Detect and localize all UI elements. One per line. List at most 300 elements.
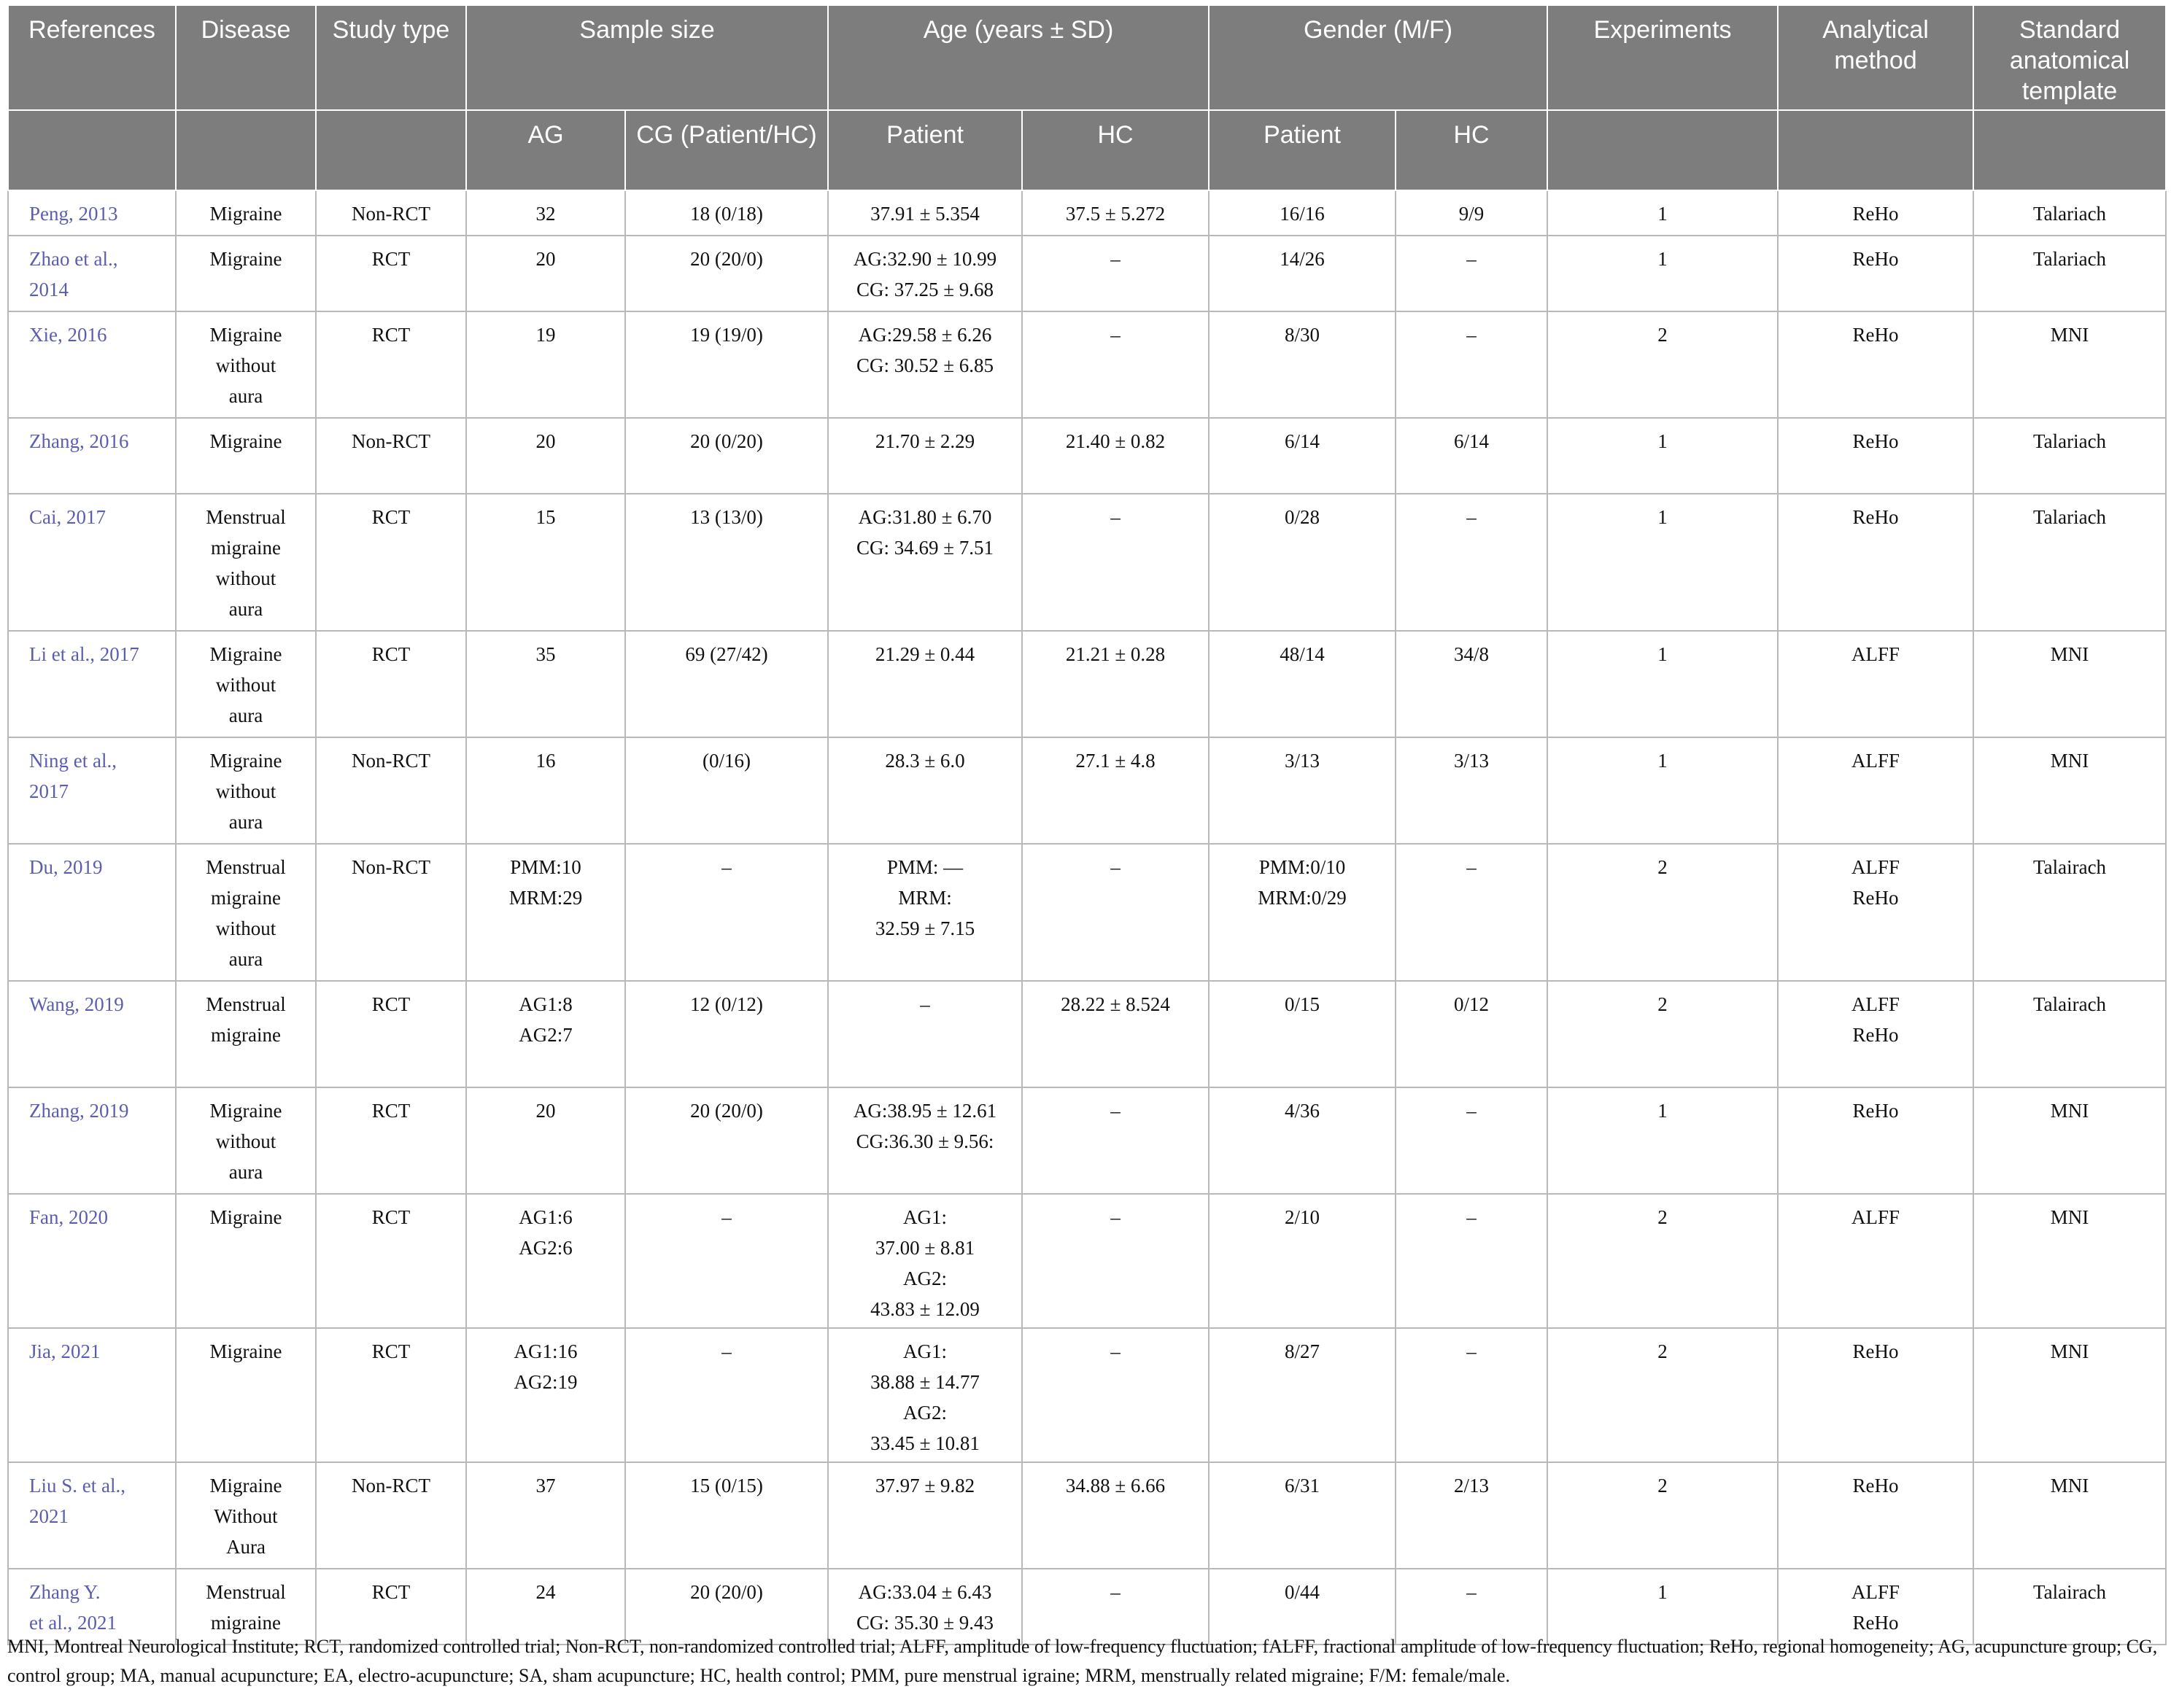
reference-line: Wang, 2019 xyxy=(29,993,124,1015)
disease-cell-line: Migraine xyxy=(209,750,282,772)
gender-patient-cell-line: 14/26 xyxy=(1280,248,1325,270)
table-row xyxy=(8,737,2166,844)
method-cell xyxy=(1778,494,1973,631)
gender-patient-cell xyxy=(1209,311,1396,418)
reference-link[interactable] xyxy=(29,426,169,457)
sample-ag-cell xyxy=(466,631,625,737)
age-hc-cell: 37.5 ± 5.272 xyxy=(1022,190,1209,236)
sample-ag-cell xyxy=(466,311,625,418)
disease-cell-line: Menstrual xyxy=(206,993,286,1015)
gender-patient-cell xyxy=(1209,190,1396,236)
age-patient-cell-line: 21.29 ± 0.44 xyxy=(875,643,975,665)
sample-cg-cell: 12 (0/12) xyxy=(625,981,828,1087)
experiments-cell: 2 xyxy=(1547,981,1778,1087)
gender-patient-cell xyxy=(1209,494,1396,631)
age-hc-cell: – xyxy=(1022,1194,1209,1328)
experiments-cell: 2 xyxy=(1547,311,1778,418)
disease-cell xyxy=(176,737,316,844)
reference-line: 2017 xyxy=(29,780,69,802)
method-cell-line: ReHo xyxy=(1852,506,1899,528)
reference-cell xyxy=(8,844,176,981)
disease-cell xyxy=(176,1087,316,1194)
sample-cg-cell: 13 (13/0) xyxy=(625,494,828,631)
template-cell: MNI xyxy=(1973,1087,2166,1194)
age-hc-cell: – xyxy=(1022,844,1209,981)
table-row xyxy=(8,494,2166,631)
disease-cell-line: Migraine xyxy=(209,324,282,346)
disease-cell-line: aura xyxy=(228,704,263,726)
gender-patient-cell xyxy=(1209,1328,1396,1462)
sample-ag-cell-line: PMM:10 xyxy=(510,856,581,878)
sample-cg-cell: – xyxy=(625,844,828,981)
reference-cell xyxy=(8,981,176,1087)
studies-table xyxy=(7,4,2167,1645)
reference-link[interactable] xyxy=(29,1095,169,1126)
disease-cell-line: aura xyxy=(228,385,263,407)
age-patient-cell xyxy=(828,311,1022,418)
gender-hc-cell: – xyxy=(1396,1328,1547,1462)
method-cell xyxy=(1778,1462,1973,1569)
reference-line: Zhao et al., xyxy=(29,248,118,270)
table-row xyxy=(8,631,2166,737)
age-hc-cell: 21.40 ± 0.82 xyxy=(1022,418,1209,494)
gender-patient-cell-line: 8/30 xyxy=(1285,324,1320,346)
disease-cell-line: aura xyxy=(228,598,263,620)
disease-cell-line: migraine xyxy=(211,887,281,909)
method-cell xyxy=(1778,190,1973,236)
gender-hc-cell: – xyxy=(1396,311,1547,418)
method-cell xyxy=(1778,1087,1973,1194)
method-cell xyxy=(1778,311,1973,418)
age-patient-cell xyxy=(828,236,1022,311)
reference-link[interactable] xyxy=(29,745,169,807)
age-patient-cell-line: AG2: xyxy=(903,1268,948,1289)
template-cell: Talairach xyxy=(1973,981,2166,1087)
age-patient-cell xyxy=(828,418,1022,494)
age-patient-cell-line: AG:32.90 ± 10.99 xyxy=(853,248,997,270)
experiments-cell: 2 xyxy=(1547,1328,1778,1462)
sample-ag-cell-line: 16 xyxy=(535,750,556,772)
disease-cell xyxy=(176,494,316,631)
age-patient-cell-line: 32.59 ± 7.15 xyxy=(875,917,975,939)
reference-line: Jia, 2021 xyxy=(29,1340,101,1362)
method-cell-line: ALFF xyxy=(1851,856,1900,878)
header-sample-size: Sample size xyxy=(466,5,828,110)
table-footnote: MNI, Montreal Neurological Institute; RCT, randomized controlled trial; Non-RCT, non-randomized controlled trial; ALFF, amplitude of low-frequency fluctuation; fALFF, fractional amplitude of low-frequency fluctuation; ReHo, regional homogeneity; AG, acupuncture group; CG, control group; MA, manual acupuncture; EA, electro-acupuncture; SA, sham acupuncture; HC, health control; PMM, pure menstrual igraine; MRM, menstrually related migraine; F/M: female/male. xyxy=(7,1636,2158,1686)
reference-line: Zhang Y. xyxy=(29,1581,101,1603)
sample-ag-cell xyxy=(466,1194,625,1328)
disease-cell xyxy=(176,631,316,737)
gender-patient-cell-line: 48/14 xyxy=(1280,643,1325,665)
sample-ag-cell-line: AG2:19 xyxy=(514,1371,578,1393)
reference-line: Liu S. et al., xyxy=(29,1475,125,1497)
sample-ag-cell-line: 37 xyxy=(535,1475,556,1497)
disease-cell-line: aura xyxy=(228,1161,263,1183)
experiments-cell: 2 xyxy=(1547,1194,1778,1328)
sample-ag-cell-line: AG2:6 xyxy=(519,1237,573,1259)
age-patient-cell-line: 37.00 ± 8.81 xyxy=(875,1237,975,1259)
sample-ag-cell-line: 24 xyxy=(535,1581,556,1603)
template-cell: Talariach xyxy=(1973,190,2166,236)
age-patient-cell xyxy=(828,1194,1022,1328)
age-patient-cell-line: 28.3 ± 6.0 xyxy=(885,750,965,772)
reference-cell xyxy=(8,494,176,631)
gender-patient-cell-line: 0/28 xyxy=(1285,506,1320,528)
reference-line: Du, 2019 xyxy=(29,856,103,878)
age-patient-cell-line: AG:38.95 ± 12.61 xyxy=(853,1100,997,1122)
disease-cell-line: Menstrual xyxy=(206,856,286,878)
table-row xyxy=(8,1462,2166,1569)
disease-cell-line: without xyxy=(215,780,276,802)
reference-line: et al., 2021 xyxy=(29,1612,117,1634)
method-cell-line: ReHo xyxy=(1852,1475,1899,1497)
template-cell: MNI xyxy=(1973,311,2166,418)
sample-ag-cell xyxy=(466,236,625,311)
header-disease: Disease xyxy=(176,5,316,110)
method-cell-line: ReHo xyxy=(1852,248,1899,270)
sample-ag-cell-line: 20 xyxy=(535,430,556,452)
header-empty xyxy=(1973,110,2166,190)
gender-hc-cell: – xyxy=(1396,844,1547,981)
template-cell: MNI xyxy=(1973,1462,2166,1569)
method-cell-line: ReHo xyxy=(1852,1340,1899,1362)
age-patient-cell-line: MRM: xyxy=(898,887,952,909)
study-type-cell: RCT xyxy=(316,1328,466,1462)
header-cg: CG (Patient/HC) xyxy=(625,110,828,190)
method-cell-line: ALFF xyxy=(1851,993,1900,1015)
method-cell-line: ReHo xyxy=(1852,1024,1899,1046)
age-patient-cell-line: AG2: xyxy=(903,1402,948,1424)
header-empty xyxy=(1778,110,1973,190)
gender-patient-cell xyxy=(1209,844,1396,981)
reference-cell xyxy=(8,1462,176,1569)
reference-cell xyxy=(8,1194,176,1328)
method-cell-line: ReHo xyxy=(1852,203,1899,225)
reference-link[interactable] xyxy=(29,1470,169,1532)
header-references: References xyxy=(8,5,176,110)
header-study-type: Study type xyxy=(316,5,466,110)
header-template: Standard anatomical template xyxy=(1973,5,2166,110)
experiments-cell: 1 xyxy=(1547,1569,1778,1645)
disease-cell xyxy=(176,311,316,418)
gender-patient-cell-line: PMM:0/10 xyxy=(1258,856,1346,878)
method-cell-line: ReHo xyxy=(1852,1100,1899,1122)
gender-patient-cell-line: 3/13 xyxy=(1285,750,1320,772)
disease-cell-line: aura xyxy=(228,811,263,833)
age-patient-cell-line: CG: 30.52 ± 6.85 xyxy=(856,354,994,376)
table-row xyxy=(8,190,2166,236)
disease-cell-line: Aura xyxy=(226,1536,266,1558)
reference-link[interactable] xyxy=(29,639,169,669)
disease-cell xyxy=(176,190,316,236)
header-row-sub xyxy=(8,110,2166,190)
reference-line: Fan, 2020 xyxy=(29,1206,108,1228)
study-type-cell: RCT xyxy=(316,311,466,418)
reference-cell xyxy=(8,1328,176,1462)
sample-ag-cell-line: AG1:16 xyxy=(514,1340,578,1362)
header-empty xyxy=(176,110,316,190)
sample-cg-cell: 20 (20/0) xyxy=(625,1569,828,1645)
sample-ag-cell-line: 20 xyxy=(535,248,556,270)
age-patient-cell-line: 33.45 ± 10.81 xyxy=(870,1432,980,1454)
sample-ag-cell xyxy=(466,494,625,631)
age-patient-cell-line: AG1: xyxy=(903,1340,948,1362)
method-cell-line: ALFF xyxy=(1851,750,1900,772)
age-patient-cell-line: 43.83 ± 12.09 xyxy=(870,1298,980,1320)
sample-ag-cell-line: AG2:7 xyxy=(519,1024,573,1046)
method-cell-line: ReHo xyxy=(1852,430,1899,452)
age-hc-cell: – xyxy=(1022,1328,1209,1462)
gender-hc-cell: – xyxy=(1396,1569,1547,1645)
method-cell-line: ReHo xyxy=(1852,887,1899,909)
age-hc-cell: 27.1 ± 4.8 xyxy=(1022,737,1209,844)
table-row xyxy=(8,236,2166,311)
header-empty xyxy=(1547,110,1778,190)
gender-patient-cell-line: 4/36 xyxy=(1285,1100,1320,1122)
age-patient-cell-line: AG:29.58 ± 6.26 xyxy=(858,324,992,346)
sample-ag-cell-line: 32 xyxy=(535,203,556,225)
age-patient-cell xyxy=(828,494,1022,631)
sample-ag-cell xyxy=(466,190,625,236)
sample-ag-cell-line: 19 xyxy=(535,324,556,346)
disease-cell-line: Migraine xyxy=(209,1475,282,1497)
age-hc-cell: 28.22 ± 8.524 xyxy=(1022,981,1209,1087)
table-row xyxy=(8,1194,2166,1328)
method-cell xyxy=(1778,1194,1973,1328)
header-row-top xyxy=(8,5,2166,110)
table-row xyxy=(8,1087,2166,1194)
disease-cell-line: aura xyxy=(228,948,263,970)
reference-line: Cai, 2017 xyxy=(29,506,106,528)
age-hc-cell: – xyxy=(1022,494,1209,631)
method-cell xyxy=(1778,418,1973,494)
disease-cell-line: without xyxy=(215,674,276,696)
sample-cg-cell: 18 (0/18) xyxy=(625,190,828,236)
gender-patient-cell-line: 6/14 xyxy=(1285,430,1320,452)
table-row xyxy=(8,844,2166,981)
age-hc-cell: – xyxy=(1022,1087,1209,1194)
age-patient-cell-line: AG:33.04 ± 6.43 xyxy=(858,1581,992,1603)
header-ag: AG xyxy=(466,110,625,190)
method-cell-line: ReHo xyxy=(1852,324,1899,346)
age-hc-cell: 34.88 ± 6.66 xyxy=(1022,1462,1209,1569)
reference-cell xyxy=(8,1087,176,1194)
gender-hc-cell: – xyxy=(1396,494,1547,631)
reference-line: 2021 xyxy=(29,1505,69,1527)
gender-patient-cell xyxy=(1209,236,1396,311)
template-cell: Talariach xyxy=(1973,418,2166,494)
reference-line: Ning et al., xyxy=(29,750,117,772)
reference-line: Zhang, 2016 xyxy=(29,430,129,452)
gender-patient-cell xyxy=(1209,1194,1396,1328)
age-hc-cell: – xyxy=(1022,311,1209,418)
reference-cell xyxy=(8,631,176,737)
experiments-cell: 1 xyxy=(1547,236,1778,311)
reference-link[interactable] xyxy=(29,319,169,350)
disease-cell xyxy=(176,981,316,1087)
age-patient-cell-line: CG:36.30 ± 9.56: xyxy=(856,1130,994,1152)
experiments-cell: 1 xyxy=(1547,494,1778,631)
age-hc-cell: 21.21 ± 0.28 xyxy=(1022,631,1209,737)
age-patient-cell-line: CG: 34.69 ± 7.51 xyxy=(856,537,994,559)
disease-cell-line: Migraine xyxy=(209,1100,282,1122)
disease-cell xyxy=(176,1194,316,1328)
gender-patient-cell-line: 2/10 xyxy=(1285,1206,1320,1228)
method-cell-line: ReHo xyxy=(1852,1612,1899,1634)
header-gender: Gender (M/F) xyxy=(1209,5,1547,110)
template-cell: MNI xyxy=(1973,1194,2166,1328)
gender-hc-cell: 9/9 xyxy=(1396,190,1547,236)
reference-link[interactable] xyxy=(29,1202,169,1233)
table-row xyxy=(8,1328,2166,1462)
reference-line: Li et al., 2017 xyxy=(29,643,139,665)
template-cell: Talariach xyxy=(1973,494,2166,631)
disease-cell-line: Menstrual xyxy=(206,1581,286,1603)
sample-cg-cell: – xyxy=(625,1328,828,1462)
header-age: Age (years ± SD) xyxy=(828,5,1209,110)
header-experiments: Experiments xyxy=(1547,5,1778,110)
sample-ag-cell xyxy=(466,1328,625,1462)
gender-patient-cell xyxy=(1209,737,1396,844)
gender-patient-cell-line: 16/16 xyxy=(1280,203,1325,225)
template-cell: MNI xyxy=(1973,737,2166,844)
reference-cell xyxy=(8,418,176,494)
sample-ag-cell-line: 20 xyxy=(535,1100,556,1122)
age-hc-cell: – xyxy=(1022,236,1209,311)
method-cell-line: ALFF xyxy=(1851,1206,1900,1228)
age-hc-cell: – xyxy=(1022,1569,1209,1645)
method-cell xyxy=(1778,1328,1973,1462)
sample-cg-cell: 69 (27/42) xyxy=(625,631,828,737)
reference-link[interactable] xyxy=(29,502,169,532)
sample-ag-cell xyxy=(466,844,625,981)
reference-cell xyxy=(8,737,176,844)
header-age-hc: HC xyxy=(1022,110,1209,190)
study-type-cell: Non-RCT xyxy=(316,1462,466,1569)
gender-hc-cell: 34/8 xyxy=(1396,631,1547,737)
reference-line: Peng, 2013 xyxy=(29,203,118,225)
reference-link[interactable] xyxy=(29,244,169,305)
age-patient-cell xyxy=(828,981,1022,1087)
table-row xyxy=(8,311,2166,418)
reference-line: 2014 xyxy=(29,279,69,300)
study-type-cell: Non-RCT xyxy=(316,844,466,981)
header-gender-patient: Patient xyxy=(1209,110,1396,190)
study-type-cell: RCT xyxy=(316,1087,466,1194)
sample-ag-cell-line: 15 xyxy=(535,506,556,528)
table-row xyxy=(8,418,2166,494)
gender-hc-cell: – xyxy=(1396,1087,1547,1194)
sample-ag-cell-line: MRM:29 xyxy=(508,887,583,909)
reference-cell xyxy=(8,190,176,236)
disease-cell xyxy=(176,1462,316,1569)
gender-hc-cell: 3/13 xyxy=(1396,737,1547,844)
method-cell xyxy=(1778,981,1973,1087)
study-type-cell: RCT xyxy=(316,981,466,1087)
header-empty xyxy=(316,110,466,190)
experiments-cell: 1 xyxy=(1547,418,1778,494)
study-type-cell: RCT xyxy=(316,236,466,311)
disease-cell-line: Migraine xyxy=(209,203,282,225)
sample-cg-cell: 20 (0/20) xyxy=(625,418,828,494)
age-patient-cell-line: 38.88 ± 14.77 xyxy=(870,1371,980,1393)
age-patient-cell xyxy=(828,1462,1022,1569)
disease-cell-line: without xyxy=(215,917,276,939)
disease-cell xyxy=(176,236,316,311)
sample-ag-cell xyxy=(466,1462,625,1569)
age-patient-cell-line: PMM: — xyxy=(886,856,964,878)
gender-patient-cell xyxy=(1209,1462,1396,1569)
study-type-cell: RCT xyxy=(316,1569,466,1645)
gender-patient-cell-line: 0/44 xyxy=(1285,1581,1320,1603)
template-cell: MNI xyxy=(1973,631,2166,737)
age-patient-cell xyxy=(828,844,1022,981)
method-cell-line: ALFF xyxy=(1851,643,1900,665)
method-cell-line: ALFF xyxy=(1851,1581,1900,1603)
experiments-cell: 1 xyxy=(1547,190,1778,236)
sample-cg-cell: – xyxy=(625,1194,828,1328)
reference-line: Zhang, 2019 xyxy=(29,1100,129,1122)
sample-ag-cell xyxy=(466,418,625,494)
sample-cg-cell: 19 (19/0) xyxy=(625,311,828,418)
sample-ag-cell-line: AG1:8 xyxy=(519,993,573,1015)
disease-cell xyxy=(176,1328,316,1462)
reference-link[interactable] xyxy=(29,1577,169,1638)
age-patient-cell-line: AG1: xyxy=(903,1206,948,1228)
template-cell: MNI xyxy=(1973,1328,2166,1462)
gender-patient-cell-line: MRM:0/29 xyxy=(1258,887,1347,909)
table-row xyxy=(8,981,2166,1087)
study-type-cell: Non-RCT xyxy=(316,737,466,844)
age-patient-cell-line: CG: 35.30 ± 9.43 xyxy=(856,1612,994,1634)
gender-hc-cell: 2/13 xyxy=(1396,1462,1547,1569)
disease-cell-line: migraine xyxy=(211,1024,281,1046)
gender-patient-cell-line: 0/15 xyxy=(1285,993,1320,1015)
reference-link[interactable] xyxy=(29,852,169,882)
study-type-cell: Non-RCT xyxy=(316,418,466,494)
gender-patient-cell xyxy=(1209,631,1396,737)
sample-ag-cell xyxy=(466,981,625,1087)
disease-cell-line: migraine xyxy=(211,537,281,559)
disease-cell-line: without xyxy=(215,1130,276,1152)
age-patient-cell-line: 21.70 ± 2.29 xyxy=(875,430,975,452)
sample-cg-cell: (0/16) xyxy=(625,737,828,844)
age-patient-cell xyxy=(828,737,1022,844)
study-type-cell: Non-RCT xyxy=(316,190,466,236)
disease-cell-line: Migraine xyxy=(209,248,282,270)
reference-line: Xie, 2016 xyxy=(29,324,107,346)
header-empty xyxy=(8,110,176,190)
sample-ag-cell-line: AG1:6 xyxy=(519,1206,573,1228)
study-type-cell: RCT xyxy=(316,494,466,631)
reference-link[interactable] xyxy=(29,1336,169,1367)
reference-link[interactable] xyxy=(29,989,169,1020)
experiments-cell: 1 xyxy=(1547,631,1778,737)
gender-patient-cell xyxy=(1209,981,1396,1087)
gender-hc-cell: – xyxy=(1396,236,1547,311)
sample-cg-cell: 20 (20/0) xyxy=(625,236,828,311)
reference-link[interactable] xyxy=(29,198,169,229)
gender-hc-cell: – xyxy=(1396,1194,1547,1328)
template-cell: Talariach xyxy=(1973,236,2166,311)
sample-ag-cell xyxy=(466,1087,625,1194)
disease-cell-line: migraine xyxy=(211,1612,281,1634)
disease-cell xyxy=(176,844,316,981)
gender-patient-cell xyxy=(1209,418,1396,494)
template-cell: Talairach xyxy=(1973,844,2166,981)
header-age-patient: Patient xyxy=(828,110,1022,190)
experiments-cell: 1 xyxy=(1547,737,1778,844)
